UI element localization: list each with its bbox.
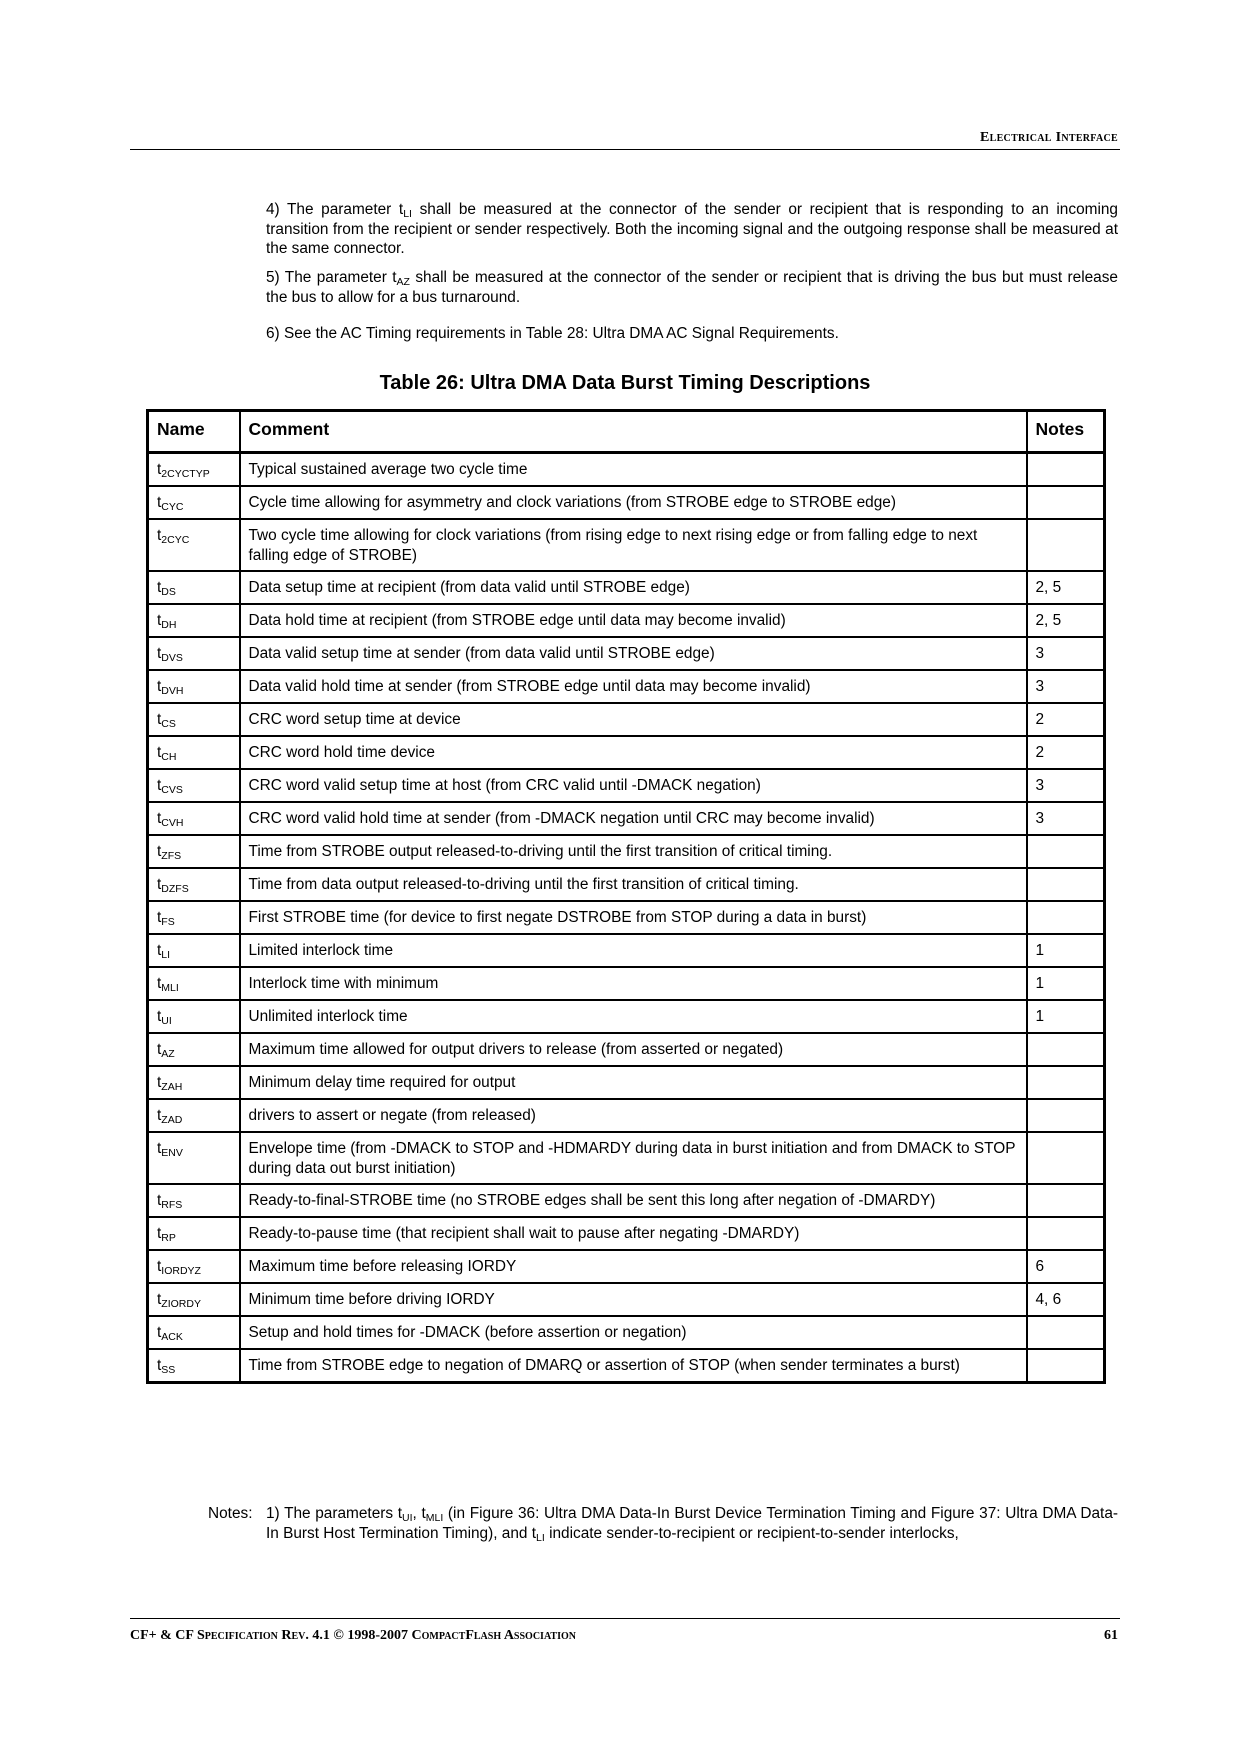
notes-subscript: UI [402,1512,413,1524]
table-row [148,769,1105,802]
table-row [148,486,1105,519]
cell-name-subscript: ENV [161,1147,183,1159]
cell-name-subscript: 2CYCTYP [161,468,210,480]
paragraph-note-4 [266,200,1118,259]
cell-comment: Envelope time (from -DMACK to STOP and -HDMARDY during data in burst initiation and from DMACK to STOP during data out burst initiation) [240,1132,1027,1184]
cell-name-subscript: FS [161,916,175,928]
table-row [148,868,1105,901]
cell-notes [1027,1132,1105,1184]
table-row [148,1000,1105,1033]
cell-notes: 2, 5 [1027,604,1105,637]
cell-comment: CRC word hold time device [240,736,1027,769]
cell-notes: 3 [1027,637,1105,670]
cell-name-subscript: RP [161,1232,176,1244]
table-row [148,736,1105,769]
cell-notes: 4, 6 [1027,1283,1105,1316]
cell-name-symbol: t [157,579,162,596]
cell-name-symbol: t [157,1192,162,1209]
cell-comment: Time from STROBE output released-to-driving until the first transition of critical timing. [240,835,1027,868]
table-title: Table 26: Ultra DMA Data Burst Timing Descriptions [379,372,871,394]
cell-notes: 2 [1027,703,1105,736]
cell-name-subscript: ZAH [161,1081,183,1093]
cell-name-symbol: t [157,1225,162,1242]
table-row [148,453,1105,487]
column-header-comment: Comment [240,411,1027,453]
cell-comment: Data valid setup time at sender (from data valid until STROBE edge) [240,637,1027,670]
cell-name [148,736,240,769]
cell-name-symbol: t [157,909,162,926]
footer-rule [130,1618,1120,1619]
cell-notes [1027,519,1105,571]
cell-name-symbol: t [157,1258,162,1275]
cell-name [148,1250,240,1283]
cell-name-subscript: ZAD [161,1114,183,1126]
cell-notes [1027,1349,1105,1383]
cell-name-subscript: ZFS [161,850,182,862]
cell-comment: Minimum delay time required for output [240,1066,1027,1099]
table-row [148,571,1105,604]
cell-name [148,604,240,637]
table-row [148,1066,1105,1099]
cell-name [148,868,240,901]
table-row [148,1250,1105,1283]
cell-name-subscript: CVS [161,784,183,796]
cell-name-subscript: ZIORDY [161,1298,201,1310]
cell-comment: CRC word valid setup time at host (from CRC valid until -DMACK negation) [240,769,1027,802]
cell-name-subscript: CS [161,718,176,730]
table-row [148,802,1105,835]
cell-name [148,934,240,967]
table-row [148,1184,1105,1217]
cell-name-symbol: t [157,1107,162,1124]
cell-name-subscript: UI [161,1015,172,1027]
paragraph-text: 4) The parameter t [266,201,404,218]
cell-name-symbol: t [157,711,162,728]
footer-text: CF+ & CF Specification Rev. 4.1 © 1998-2007 CompactFlash Association [130,1628,576,1643]
cell-notes [1027,1033,1105,1066]
table-row [148,670,1105,703]
cell-name [148,1033,240,1066]
cell-name-symbol: t [157,810,162,827]
cell-comment: Data valid hold time at sender (from STROBE edge until data may become invalid) [240,670,1027,703]
cell-name-symbol: t [157,461,162,478]
cell-notes [1027,835,1105,868]
cell-name [148,1283,240,1316]
cell-name-symbol: t [157,876,162,893]
cell-comment: Cycle time allowing for asymmetry and clock variations (from STROBE edge to STROBE edge) [240,486,1027,519]
cell-name [148,1316,240,1349]
table-row [148,637,1105,670]
cell-name-subscript: LI [161,949,171,961]
cell-comment: First STROBE time (for device to first negate DSTROBE from STOP during a data in burst) [240,901,1027,934]
cell-notes: 3 [1027,802,1105,835]
cell-notes [1027,1316,1105,1349]
cell-name [148,1099,240,1132]
cell-notes [1027,868,1105,901]
table-row [148,604,1105,637]
timing-table [146,409,1106,1384]
cell-name-symbol: t [157,527,162,544]
cell-name [148,486,240,519]
cell-name [148,1066,240,1099]
cell-notes: 2 [1027,736,1105,769]
notes-text-run: , t [412,1505,426,1522]
cell-notes [1027,1217,1105,1250]
cell-name [148,1217,240,1250]
table-row [148,1033,1105,1066]
cell-name-subscript: DS [161,586,176,598]
cell-name-subscript: SS [161,1364,176,1376]
cell-comment: Data hold time at recipient (from STROBE edge until data may become invalid) [240,604,1027,637]
cell-notes [1027,1066,1105,1099]
paragraph-text: shall be measured at the connector of the sender or recipient that is driving the bus but must release the bus to allow for a bus turnaround. [266,269,1118,306]
notes-subscript: MLI [425,1512,444,1524]
cell-name-subscript: RFS [161,1199,183,1211]
cell-notes: 1 [1027,1000,1105,1033]
cell-notes: 1 [1027,967,1105,1000]
table-row [148,1099,1105,1132]
table-row [148,1217,1105,1250]
cell-notes [1027,1184,1105,1217]
cell-name-symbol: t [157,942,162,959]
paragraph-note-5 [266,268,1118,307]
cell-name-symbol: t [157,975,162,992]
cell-name [148,967,240,1000]
table-row [148,835,1105,868]
cell-name [148,1000,240,1033]
cell-name [148,670,240,703]
cell-comment: Unlimited interlock time [240,1000,1027,1033]
cell-name-symbol: t [157,1008,162,1025]
cell-notes: 6 [1027,1250,1105,1283]
cell-comment: Limited interlock time [240,934,1027,967]
cell-notes [1027,901,1105,934]
cell-name-symbol: t [157,1357,162,1374]
notes-subscript: LI [536,1532,545,1544]
header-rule [130,149,1120,150]
table-row [148,967,1105,1000]
cell-name [148,1184,240,1217]
cell-comment: Setup and hold times for -DMACK (before assertion or negation) [240,1316,1027,1349]
cell-comment: CRC word valid hold time at sender (from -DMACK negation until CRC may become invalid) [240,802,1027,835]
cell-name-symbol: t [157,843,162,860]
cell-name-subscript: DZFS [161,883,189,895]
table-row [148,1316,1105,1349]
cell-name [148,519,240,571]
cell-comment: Maximum time allowed for output drivers to release (from asserted or negated) [240,1033,1027,1066]
table-row [148,1132,1105,1184]
cell-name-subscript: IORDYZ [161,1265,201,1277]
cell-name [148,637,240,670]
cell-name-subscript: 2CYC [161,534,190,546]
cell-name-subscript: CYC [161,501,184,513]
table-row [148,934,1105,967]
table-header-row [148,411,1105,453]
cell-comment: Maximum time before releasing IORDY [240,1250,1027,1283]
cell-name-symbol: t [157,1041,162,1058]
cell-comment: Data setup time at recipient (from data valid until STROBE edge) [240,571,1027,604]
table-row [148,1349,1105,1383]
cell-name-subscript: MLI [161,982,179,994]
cell-comment: Time from data output released-to-driving until the first transition of critical timing. [240,868,1027,901]
cell-name-subscript: AZ [161,1048,175,1060]
table-row [148,1283,1105,1316]
paragraph-text: 5) The parameter t [266,269,397,286]
table-row [148,703,1105,736]
notes-text-run: (in Figure 36: Ultra DMA Data-In Burst Device Termination Timing and Figure 37: Ultra DMA Data-In Burst Host Termination Timing), and t [266,1505,1119,1542]
cell-name [148,453,240,487]
cell-notes [1027,1099,1105,1132]
cell-notes: 1 [1027,934,1105,967]
cell-name-symbol: t [157,678,162,695]
cell-name-subscript: ACK [161,1331,183,1343]
cell-name-symbol: t [157,1291,162,1308]
cell-notes: 3 [1027,670,1105,703]
cell-comment: drivers to assert or negate (from released) [240,1099,1027,1132]
cell-name-symbol: t [157,494,162,511]
cell-name-symbol: t [157,1324,162,1341]
cell-name [148,571,240,604]
cell-name-subscript: DH [161,619,177,631]
table-row [148,519,1105,571]
cell-comment: Time from STROBE edge to negation of DMARQ or assertion of STOP (when sender terminates a burst) [240,1349,1027,1383]
cell-name-symbol: t [157,645,162,662]
table-row [148,901,1105,934]
cell-comment: Ready-to-final-STROBE time (no STROBE edges shall be sent this long after negation of -DMARDY) [240,1184,1027,1217]
paragraph-text: shall be measured at the connector of the sender or recipient that is responding to an incoming transition from the recipient or sender respectively. Both the incoming signal and the outgoing response shall be measured at the same connector. [266,201,1118,257]
cell-name [148,802,240,835]
cell-name-symbol: t [157,744,162,761]
paragraph-subscript: LI [403,208,412,220]
cell-name-symbol: t [157,1140,162,1157]
cell-comment: Minimum time before driving IORDY [240,1283,1027,1316]
cell-name [148,901,240,934]
cell-comment: Ready-to-pause time (that recipient shall wait to pause after negating -DMARDY) [240,1217,1027,1250]
notes-text-run: indicate sender-to-recipient or recipient-to-sender interlocks, [544,1525,959,1542]
cell-notes [1027,453,1105,487]
notes-label: Notes: [208,1505,253,1522]
cell-name [148,835,240,868]
paragraph-subscript: AZ [396,276,410,288]
column-header-name: Name [148,411,240,453]
cell-comment: CRC word setup time at device [240,703,1027,736]
notes-text-run: 1) The parameters t [266,1505,403,1522]
cell-name-subscript: DVH [161,685,184,697]
column-header-notes: Notes [1027,411,1105,453]
cell-name-symbol: t [157,777,162,794]
cell-name [148,1349,240,1383]
cell-comment: Typical sustained average two cycle time [240,453,1027,487]
cell-name-subscript: DVS [161,652,183,664]
cell-notes: 3 [1027,769,1105,802]
running-header-title: Electrical Interface [979,130,1118,145]
page-number: 61 [1104,1628,1118,1643]
cell-notes [1027,486,1105,519]
cell-name [148,769,240,802]
cell-comment: Two cycle time allowing for clock variations (from rising edge to next rising edge or from falling edge to next falling edge of STROBE) [240,519,1027,571]
notes-section [208,1504,1118,1544]
cell-name-symbol: t [157,612,162,629]
cell-name-symbol: t [157,1074,162,1091]
cell-comment: Interlock time with minimum [240,967,1027,1000]
cell-notes: 2, 5 [1027,571,1105,604]
notes-text [266,1504,1118,1544]
cell-name-subscript: CH [161,751,177,763]
cell-name [148,1132,240,1184]
paragraph-note-6 [266,324,1118,344]
cell-name-subscript: CVH [161,817,184,829]
cell-name [148,703,240,736]
paragraph-text: 6) See the AC Timing requirements in Table 28: Ultra DMA AC Signal Requirements. [266,325,839,342]
